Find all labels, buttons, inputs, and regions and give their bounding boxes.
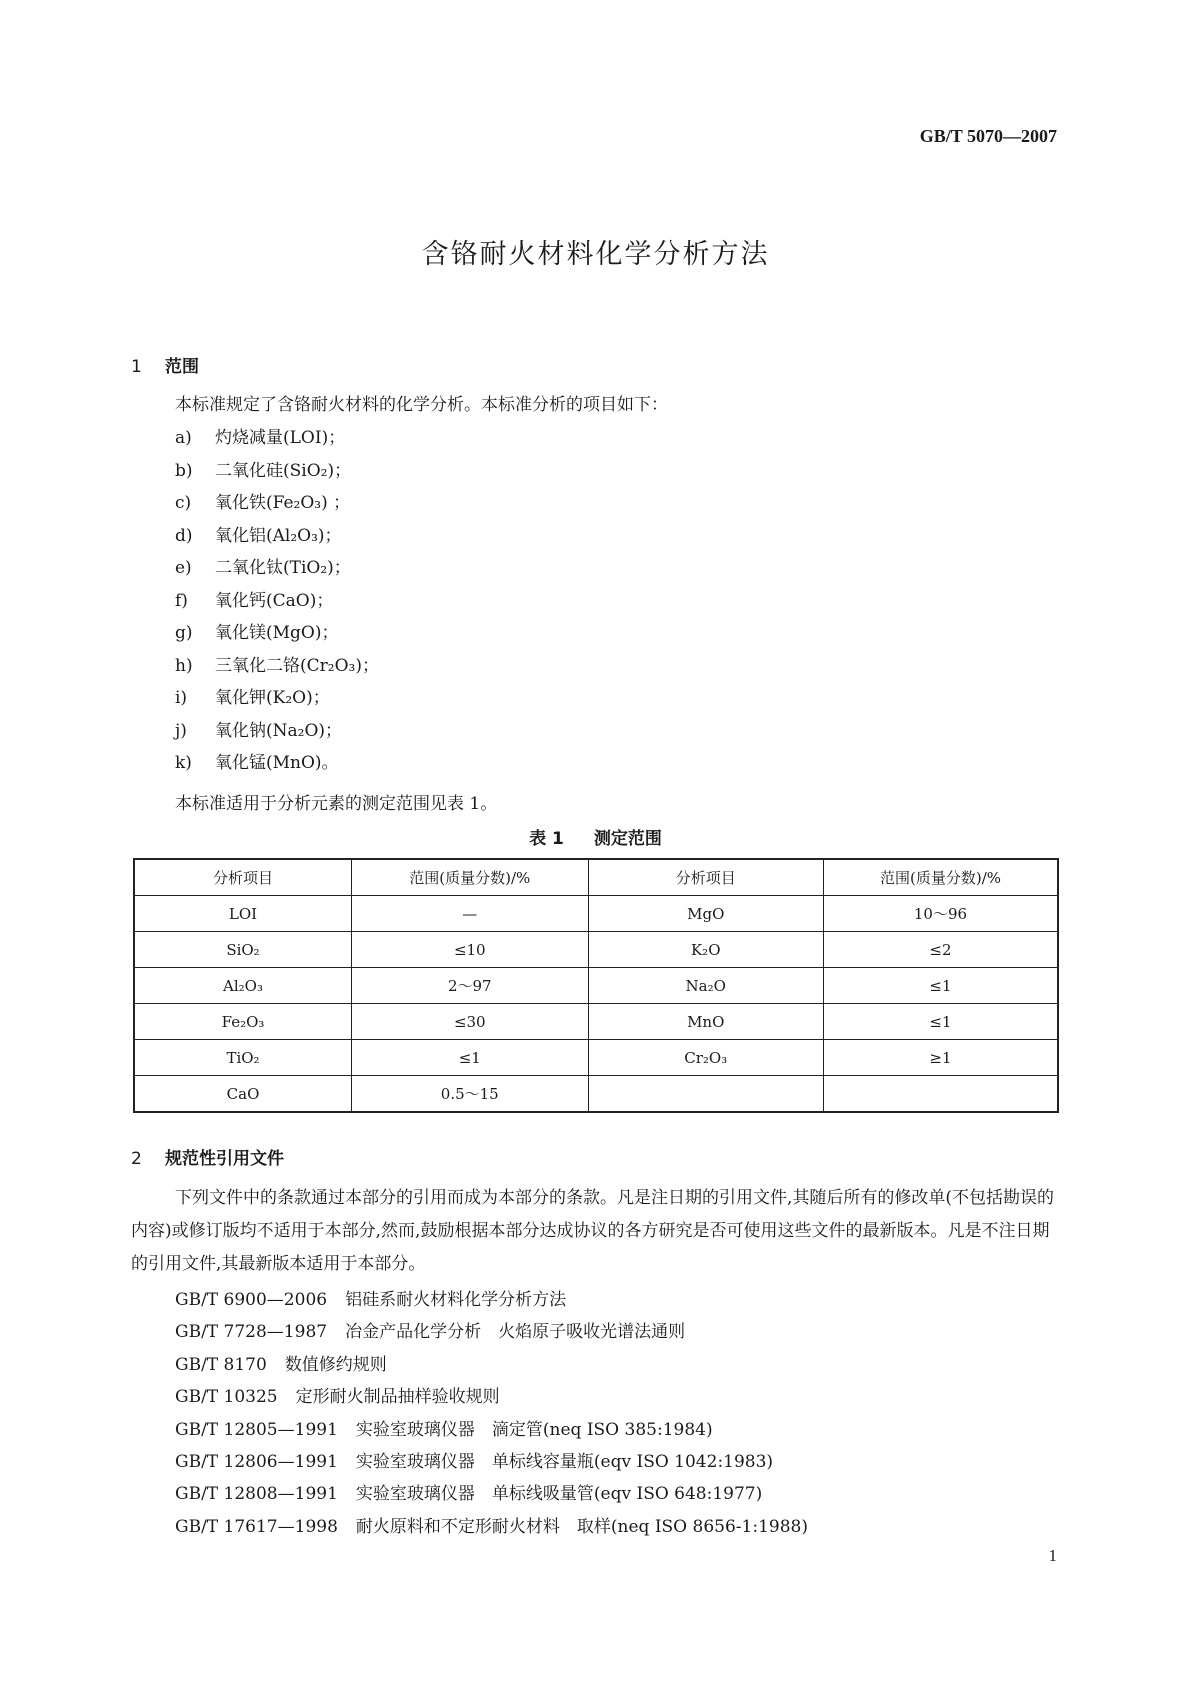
reference-item — [175, 1414, 808, 1446]
column-header: 范围(质量分数)/% — [823, 859, 1058, 896]
table-cell: ≤2 — [823, 932, 1058, 968]
reference-title: 耐火原料和不定形耐火材料 取样(neq ISO 8656-1:1988) — [355, 1516, 808, 1537]
item-label: i) — [175, 688, 188, 708]
table-cell: 10～96 — [823, 896, 1058, 932]
item-text: 氧化铝(Al₂O₃)； — [215, 525, 342, 546]
scope-outro: 本标准适用于分析元素的测定范围见表 1。 — [175, 794, 498, 814]
reference-code: GB/T 17617—1998 — [175, 1516, 338, 1537]
reference-list — [175, 1284, 808, 1543]
table-cell: Na₂O — [588, 968, 823, 1004]
table-cell: Cr₂O₃ — [588, 1040, 823, 1076]
table-cell: MgO — [588, 896, 823, 932]
table-cell: TiO₂ — [134, 1040, 352, 1076]
table-cell: ≤1 — [823, 1004, 1058, 1040]
list-item — [175, 520, 379, 553]
section-number: 1 — [131, 357, 142, 377]
section-title: 规范性引用文件 — [165, 1149, 284, 1169]
item-text: 三氧化二铬(Cr₂O₃)； — [215, 655, 379, 676]
reference-title: 实验室玻璃仪器 单标线吸量管(eqv ISO 648:1977) — [355, 1484, 763, 1505]
item-label: j) — [175, 720, 187, 741]
table-title: 测定范围 — [593, 829, 662, 849]
section-number: 2 — [131, 1149, 142, 1169]
standard-code: GB/T 5070—2007 — [919, 126, 1057, 146]
item-label: b) — [175, 460, 193, 481]
measurement-range-table — [133, 858, 1059, 1113]
item-label: a) — [175, 428, 192, 448]
table-cell: ≤30 — [352, 1004, 588, 1040]
section-1-heading — [131, 352, 199, 377]
reference-code: GB/T 12808—1991 — [175, 1484, 338, 1505]
table-cell: 0.5～15 — [352, 1076, 588, 1113]
table-row — [134, 968, 1058, 1004]
reference-code: GB/T 12805—1991 — [175, 1419, 338, 1440]
reference-item — [175, 1381, 808, 1413]
table-row — [134, 896, 1058, 932]
list-item — [175, 715, 379, 748]
table-cell: MnO — [588, 1004, 823, 1040]
reference-item — [175, 1446, 808, 1478]
table-cell: CaO — [134, 1076, 352, 1113]
reference-code: GB/T 6900—2006 — [175, 1290, 328, 1310]
list-item — [175, 552, 379, 585]
item-label: h) — [175, 655, 193, 676]
section-2-heading — [131, 1144, 284, 1169]
reference-item — [175, 1478, 808, 1510]
table-row — [134, 1076, 1058, 1113]
reference-code: GB/T 7728—1987 — [175, 1322, 328, 1343]
table-row — [134, 1004, 1058, 1040]
table-cell: LOI — [134, 896, 352, 932]
references-paragraph — [131, 1182, 1061, 1281]
item-text: 二氧化钛(TiO₂)； — [215, 558, 351, 578]
analysis-item-list — [175, 422, 379, 780]
table-cell: SiO₂ — [134, 932, 352, 968]
reference-code: GB/T 8170 — [175, 1354, 267, 1375]
table-row — [134, 1040, 1058, 1076]
item-text: 灼烧减量(LOI)； — [215, 428, 346, 448]
reference-title: 铝硅系耐火材料化学分析方法 — [345, 1290, 567, 1310]
table-cell: ≤1 — [352, 1040, 588, 1076]
reference-item — [175, 1284, 808, 1316]
list-item — [175, 422, 379, 455]
table-cell — [588, 1076, 823, 1113]
reference-title: 数值修约规则 — [284, 1354, 387, 1375]
list-item — [175, 682, 379, 715]
reference-title: 冶金产品化学分析 火焰原子吸收光谱法通则 — [345, 1322, 686, 1343]
document-title: 含铬耐火材料化学分析方法 — [421, 239, 770, 270]
reference-code: GB/T 12806—1991 — [175, 1451, 338, 1472]
table-cell — [823, 1076, 1058, 1113]
column-header: 范围(质量分数)/% — [352, 859, 588, 896]
table-cell: 2～97 — [352, 968, 588, 1004]
reference-code: GB/T 10325 — [175, 1387, 278, 1408]
item-label: d) — [175, 525, 193, 546]
item-text: 氧化钙(CaO)； — [215, 590, 334, 611]
reference-item — [175, 1316, 808, 1348]
list-item — [175, 747, 379, 780]
table-cell: Al₂O₃ — [134, 968, 352, 1004]
item-label: k) — [175, 753, 192, 773]
item-text: 氧化铁(Fe₂O₃) ； — [215, 493, 351, 513]
item-text: 氧化钾(K₂O)； — [215, 688, 330, 708]
list-item — [175, 617, 379, 650]
table-cell: K₂O — [588, 932, 823, 968]
item-text: 氧化镁(MgO)； — [215, 623, 339, 643]
paragraph-text: 下列文件中的条款通过本部分的引用而成为本部分的条款。凡是注日期的引用文件,其随后所有的修改单(不包括勘误的内容)或修订版均不适用于本部分,然而,鼓励根据本部分达成协议的各方研究是否可使用这些文件的最新版本。凡是不注日期的引用文件,其最新版本适用于本部分。 — [131, 1188, 1055, 1274]
table-cell: ≤10 — [352, 932, 588, 968]
item-label: e) — [175, 558, 192, 578]
table-cell: ≥1 — [823, 1040, 1058, 1076]
table-cell: Fe₂O₃ — [134, 1004, 352, 1040]
table-number: 表 1 — [529, 829, 564, 849]
item-text: 氧化钠(Na₂O)； — [215, 720, 343, 741]
column-header: 分析项目 — [588, 859, 823, 896]
reference-item — [175, 1511, 808, 1543]
table-caption — [0, 824, 1191, 849]
reference-title: 实验室玻璃仪器 单标线容量瓶(eqv ISO 1042:1983) — [355, 1451, 774, 1472]
item-label: f) — [175, 590, 188, 611]
list-item — [175, 487, 379, 520]
item-label: c) — [175, 493, 192, 513]
item-text: 氧化锰(MnO)。 — [215, 753, 339, 773]
table-row — [134, 932, 1058, 968]
page-number: 1 — [1048, 1546, 1057, 1565]
reference-title: 实验室玻璃仪器 滴定管(neq ISO 385:1984) — [355, 1419, 713, 1440]
reference-item — [175, 1349, 808, 1381]
list-item — [175, 650, 379, 683]
scope-intro: 本标准规定了含铬耐火材料的化学分析。本标准分析的项目如下： — [175, 395, 668, 415]
table-cell: ≤1 — [823, 968, 1058, 1004]
list-item — [175, 585, 379, 618]
table-header-row — [134, 859, 1058, 896]
table-cell: — — [352, 896, 588, 932]
reference-title: 定形耐火制品抽样验收规则 — [295, 1387, 500, 1408]
list-item — [175, 455, 379, 488]
section-title: 范围 — [165, 357, 199, 377]
column-header: 分析项目 — [134, 859, 352, 896]
item-label: g) — [175, 623, 193, 643]
item-text: 二氧化硅(SiO₂)； — [215, 460, 352, 481]
